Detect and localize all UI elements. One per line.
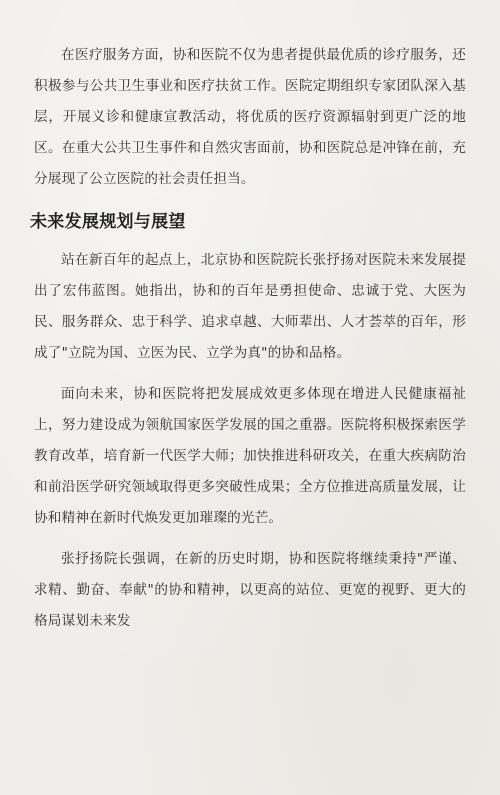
section-heading: 未来发展规划与展望 [30,212,186,232]
paragraph-medical-service: 在医疗服务方面，协和医院不仅为患者提供最优质的诊疗服务，还积极参与公共卫生事业和医疗扶贫工作。医院定期组织专家团队深入基层，开展义诊和健康宣教活动，将优质的医疗资源辐射到更广泛的地区。在重大公共卫生事件和自然灾害面前，协和医院总是冲锋在前，充分展现了公立医院的社会责任担当。 [34,47,466,187]
paragraph-future-goals: 面向未来，协和医院将把发展成效更多体现在增进人民健康福祉上，努力建设成为领航国家医学发展的国之重器。医院将积极探索医学教育改革，培育新一代医学大师；加快推进科研攻关，在重大疾病防治和前沿医学研究领域取得更多突破性成果；全方位推进高质量发展，让协和精神在新时代焕发更加璀璨的光芒。 [34,386,466,526]
paragraph-president-emphasis: 张抒扬院长强调，在新的历史时期，协和医院将继续秉持"严谨、求精、勤奋、奉献"的协和精神，以更高的站位、更宽的视野、更大的格局谋划未来发 [34,551,466,629]
paragraph-president-vision: 站在新百年的起点上，北京协和医院院长张抒扬对医院未来发展提出了宏伟蓝图。她指出，协和的百年是勇担使命、忠诚于党、大医为民、服务群众、忠于科学、追求卓越、大师辈出、人才荟萃的百年，形成了"立院为国、立医为民、立学为真"的协和品格。 [34,252,466,361]
article-body [30,40,466,647]
